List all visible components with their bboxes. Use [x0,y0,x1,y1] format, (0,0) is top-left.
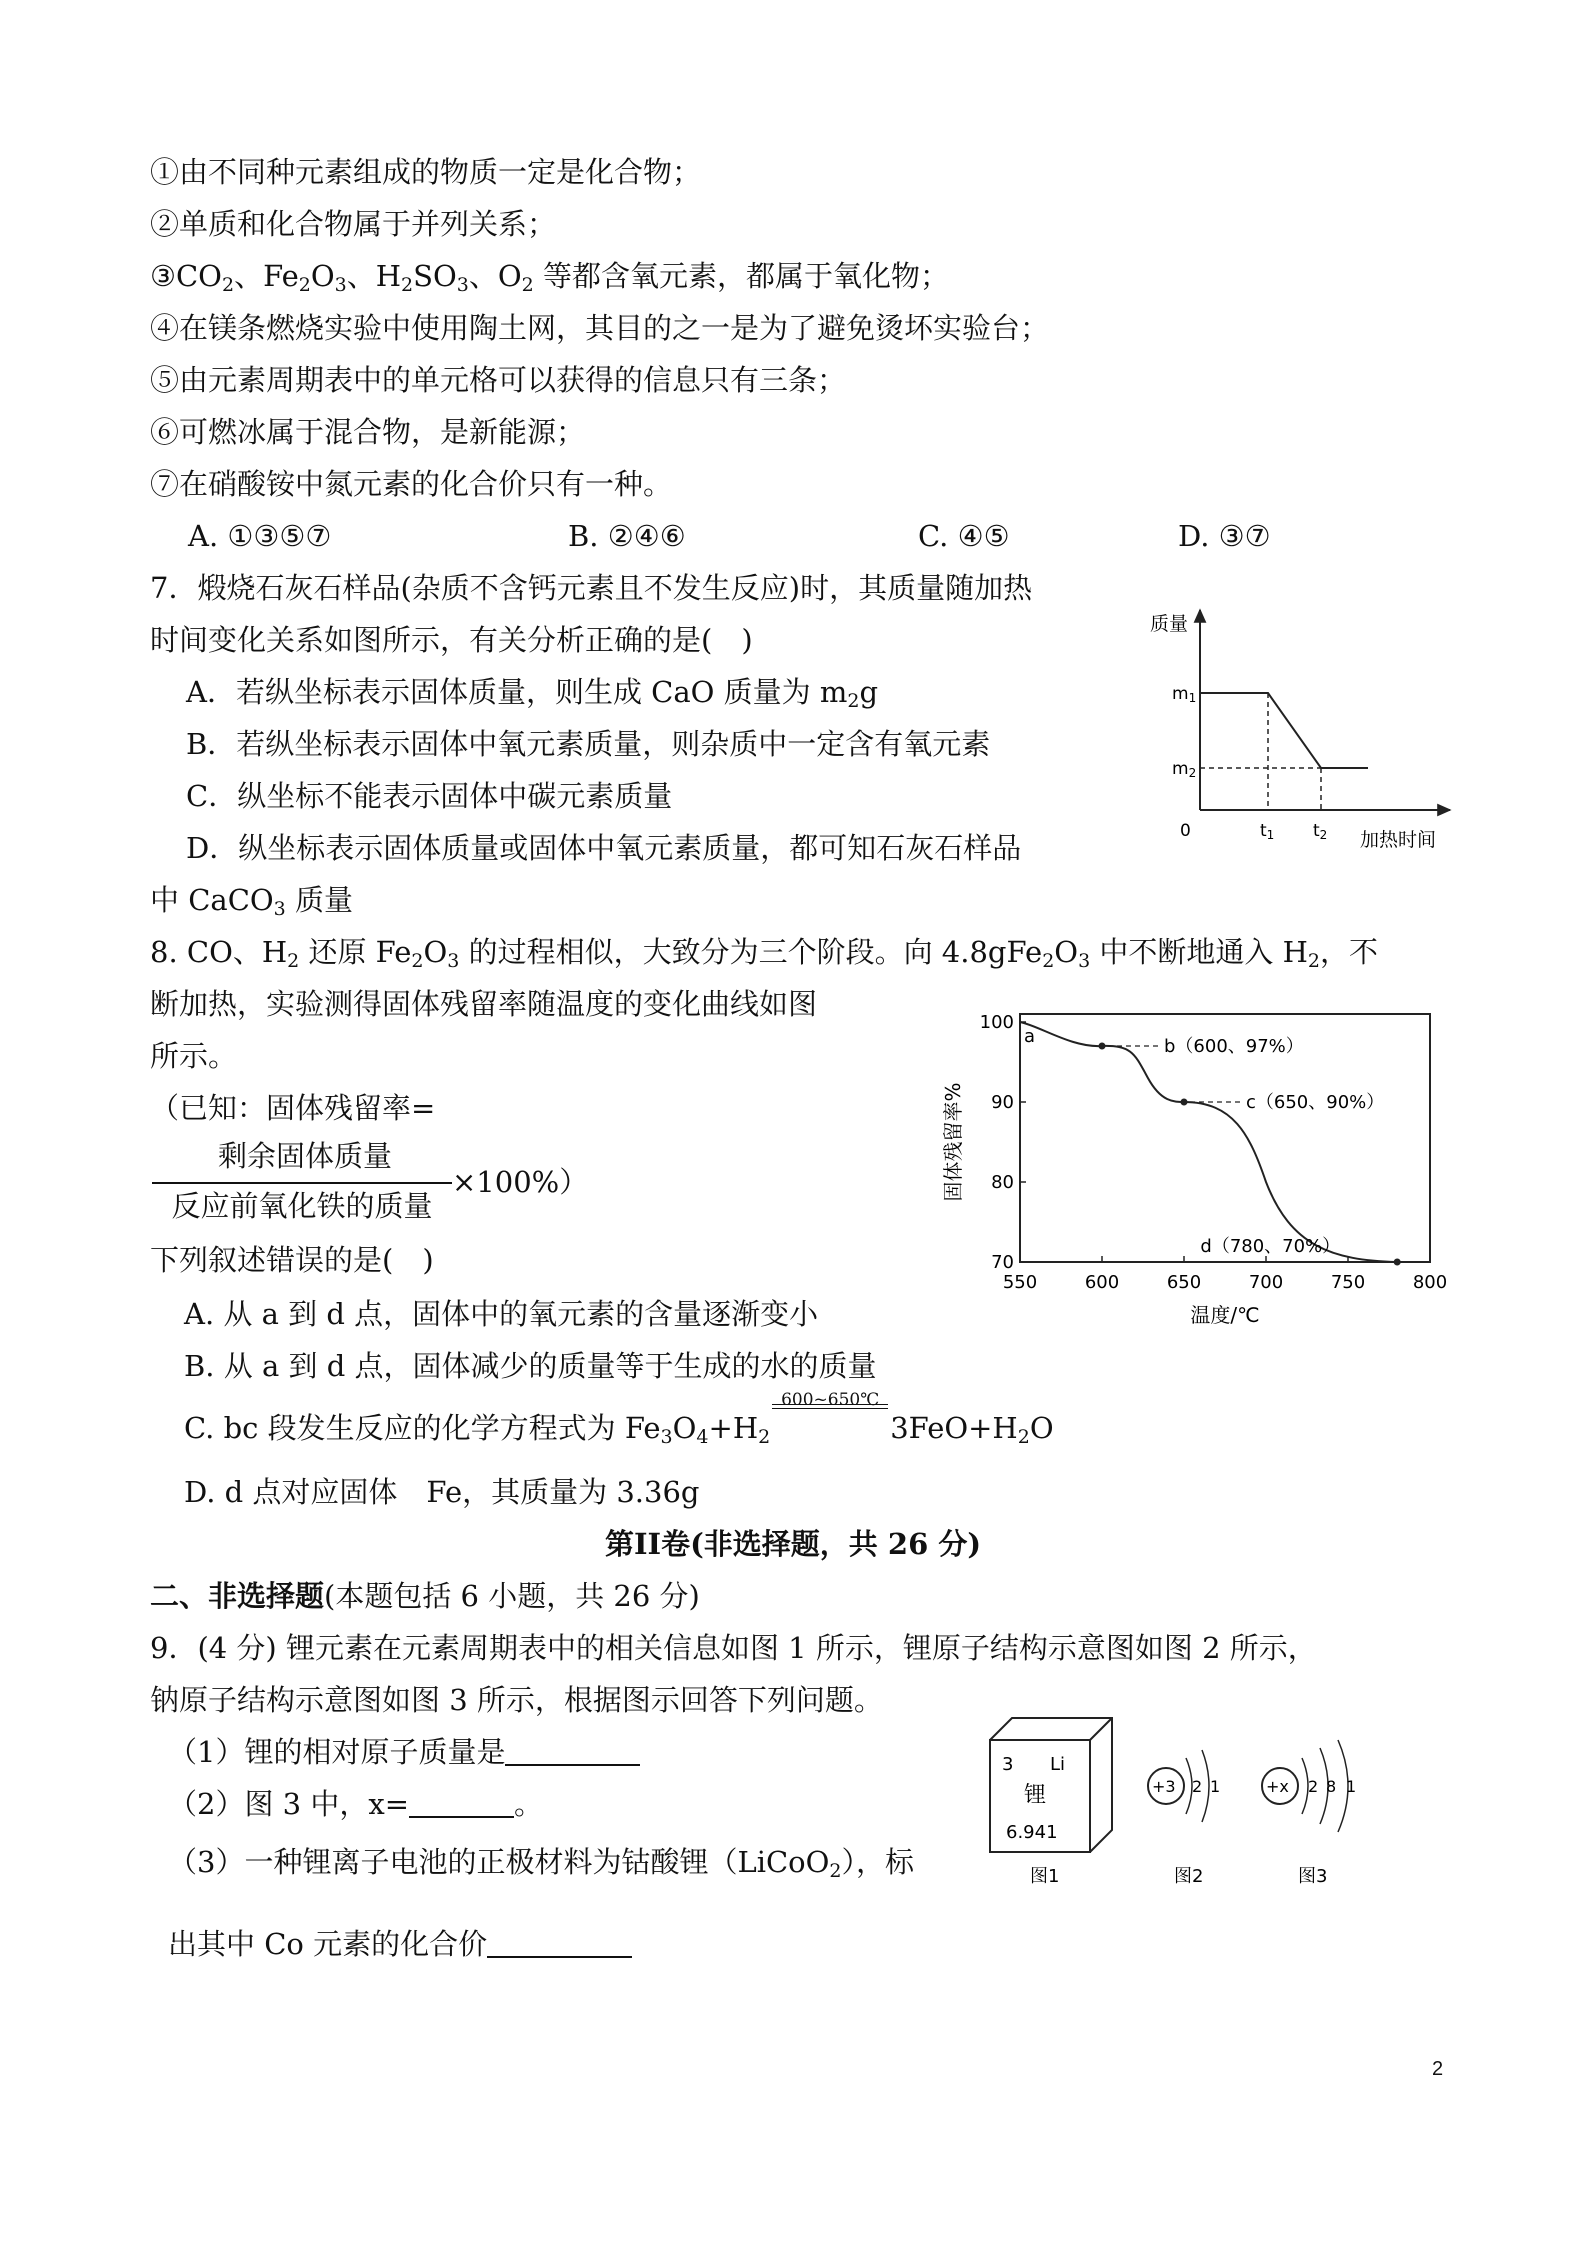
q8-x-tick-label: 750 [1330,1272,1366,1293]
q7-tick-m1: m1 [1172,684,1197,705]
q8-point-label: d（780、70%） [1200,1236,1341,1257]
statement-3: $③CO_2$、$Fe_2O_3$、$H_2SO_3$、$O_2$ 等都含氧元素，都属于氧化物； [150,259,949,296]
q8-fraction-bar [152,1182,452,1184]
q9-sub1: （1）锂的相对原子质量是 [168,1732,640,1772]
q9-sub2: （2）图 3 中，x= 。 [168,1787,544,1821]
q7-stem-line2: 时间变化关系如图所示，有关分析正确的是( ) [150,623,753,657]
q8-y-tick-label: 80 [991,1172,1014,1193]
q8-option-c: C. bc 段发生反应的化学方程式为 $Fe_3O_4+H_2$ 600~650℃ $3FeO+H_2O$ [184,1408,1054,1448]
q7-option-a: A．若纵坐标表示固体质量，则生成 CaO 质量为 $m_2g$ [186,675,879,712]
q8-residual-rate-chart [920,1000,1448,1340]
section-title: 第II卷(非选择题，共 26 分) [604,1527,982,1561]
q7-mass-curve [1200,693,1368,768]
q8-point-marker [1394,1259,1401,1266]
q8-y-tick-label: 100 [979,1012,1014,1033]
li-nucleus-charge: +3 [1152,1777,1176,1796]
q8-question: 下列叙述错误的是( ) [150,1243,434,1277]
q8-option-a: A. 从 a 到 d 点，固体中的氧元素的含量逐渐变小 [184,1297,819,1331]
q8-point-label: a [1024,1026,1036,1047]
q8-fraction-tail: ×100%） [452,1165,589,1199]
na-shell-2: 8 [1326,1777,1337,1796]
statement-5: ⑤由元素周期表中的单元格可以获得的信息只有三条； [150,363,847,397]
statement-4: ④在镁条燃烧实验中使用陶土网，其目的之一是为了避免烫坏实验台； [150,311,1050,345]
q7-option-d-line2: 中 CaCO$_3$ 质量 [150,883,353,920]
q7-x-label: 加热时间 [1360,829,1437,851]
q7-option-b: B．若纵坐标表示固体中氧元素质量，则杂质中一定含有氧元素 [186,727,991,761]
q9-figures [980,1700,1420,1900]
li-shell-1: 2 [1192,1777,1203,1796]
q8-point-marker [1099,1043,1106,1050]
q8-fraction-numerator: 剩余固体质量 [217,1139,392,1173]
fig3-caption: 图3 [1298,1866,1328,1887]
q7-tick-t1: t1 [1260,821,1275,842]
na-shell-3: 1 [1346,1777,1357,1796]
q9-answer-blank-2 [409,1786,514,1818]
q7-stem-line1: 7．煅烧石灰石样品(杂质不含钙元素且不发生反应)时，其质量随加热 [150,571,1033,605]
section2-heading: 二、非选择题(本题包括 6 小题，共 26 分) [150,1579,700,1613]
na-shell-1: 2 [1308,1777,1319,1796]
q7-option-c: C．纵坐标不能表示固体中碳元素质量 [186,779,673,813]
cell-symbol: Li [1050,1754,1066,1775]
statement-6: ⑥可燃冰属于混合物，是新能源； [150,415,586,449]
page-number: 2 [1432,2058,1444,2080]
q8-option-b: B. 从 a 到 d 点，固体减少的质量等于生成的水的质量 [184,1349,877,1383]
q8-y-tick-label: 90 [991,1092,1014,1113]
q8-x-axis-label: 温度/℃ [1190,1303,1260,1327]
q8-point-label: c（650、90%） [1246,1092,1385,1113]
li-shell-2: 1 [1210,1777,1221,1796]
q7-origin: 0 [1180,821,1191,841]
q8-stem-line2: 断加热，实验测得固体残留率随温度的变化曲线如图 [150,987,818,1021]
q8-reaction-condition: 600~650℃ [781,1390,880,1410]
q8-stem-line3: 所示。 [150,1039,238,1073]
q6-option-a: A. ①③⑤⑦ [188,519,332,553]
q9-sub3-line1: （3）一种锂离子电池的正极材料为钴酸锂（LiCoO$_2$），标 [168,1845,915,1882]
q7-y-label: 质量 [1150,613,1189,635]
q9-stem-line2: 钠原子结构示意图如图 3 所示，根据图示回答下列问题。 [150,1683,883,1717]
q8-fraction-denominator: 反应前氧化铁的质量 [171,1189,433,1223]
q7-tick-m2: m2 [1172,759,1197,780]
statement-7: ⑦在硝酸铵中氮元素的化合价只有一种。 [150,467,673,501]
cell-name: 锂 [1024,1783,1047,1808]
q9-answer-blank-3 [487,1926,632,1958]
statement-2: ②单质和化合物属于并列关系； [150,207,557,241]
q8-y-tick-label: 70 [991,1252,1014,1273]
q7-mass-time-chart [1130,600,1460,860]
q7-option-d-line1: D．纵坐标表示固体质量或固体中氧元素质量，都可知石灰石样品 [186,831,1022,865]
fig1-caption: 图1 [1030,1866,1060,1887]
q7-tick-t2: t2 [1313,821,1328,842]
q8-x-tick-label: 700 [1248,1272,1284,1293]
cell-atomic-number: 3 [1002,1754,1014,1775]
q8-x-tick-label: 800 [1412,1272,1448,1293]
q8-option-d: D. d 点对应固体 Fe，其质量为 3.36g [184,1475,700,1509]
q9-answer-blank-1 [505,1734,640,1766]
q9-stem-line1: 9．(4 分) 锂元素在元素周期表中的相关信息如图 1 所示，锂原子结构示意图如图 2 所示， [150,1631,1317,1665]
q8-point-marker [1181,1099,1188,1106]
q9-sub3-line2: 出其中 Co 元素的化合价 [168,1924,632,1964]
q8-y-axis-label: 固体残留率% [941,1082,965,1202]
q6-option-b: B. ②④⑥ [568,519,686,553]
q8-stem-line1: 8. CO、$H_2$ 还原 $Fe_2O_3$ 的过程相似，大致分为三个阶段。向 $4.8gFe_2O_3$ 中不断地通入 $H_2$，不 [150,935,1378,972]
q8-point-label: b（600、97%） [1164,1036,1304,1057]
statement-1: ①由不同种元素组成的物质一定是化合物； [150,155,702,189]
q6-option-d: D. ③⑦ [1178,519,1271,553]
na-nucleus-charge: +x [1266,1777,1289,1796]
q8-x-tick-label: 550 [1002,1272,1038,1293]
cell-atomic-mass: 6.941 [1006,1822,1058,1843]
q8-x-tick-label: 600 [1084,1272,1120,1293]
q8-x-tick-label: 650 [1166,1272,1202,1293]
fig2-caption: 图2 [1174,1866,1204,1887]
q6-option-c: C. ④⑤ [918,519,1010,553]
q8-residual-curve [1020,1022,1397,1262]
q8-known: （已知：固体残留率= [150,1091,436,1125]
